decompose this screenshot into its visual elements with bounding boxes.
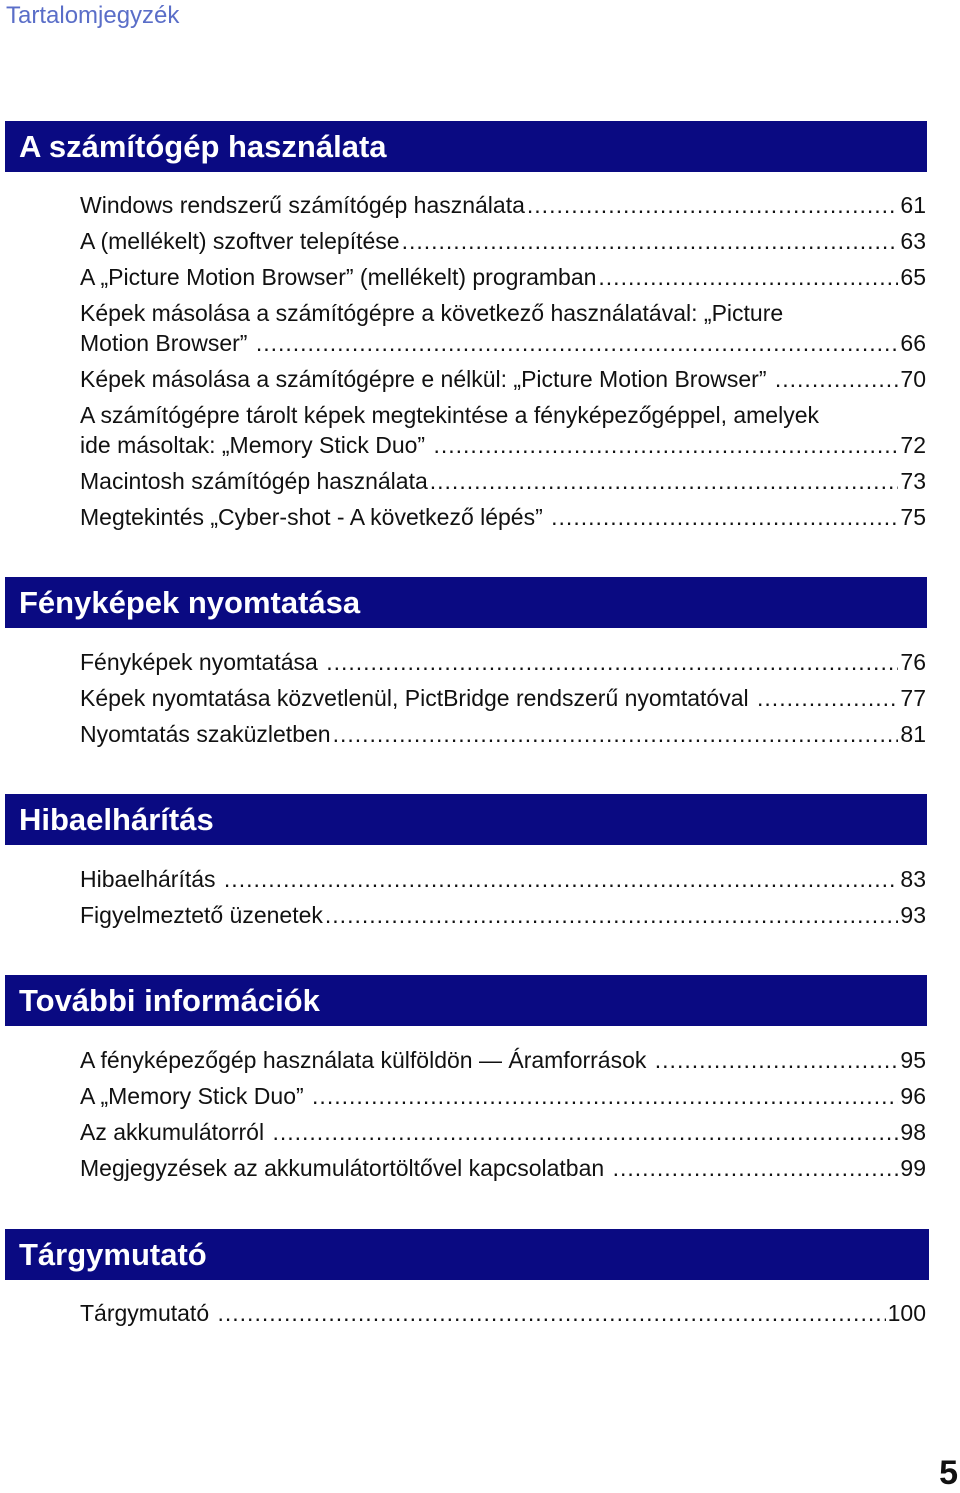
entry-page: 70 (900, 366, 926, 392)
toc-header-link[interactable]: Tartalomjegyzék (6, 2, 180, 29)
entry-page: 95 (900, 1047, 926, 1073)
page-number: 5 (939, 1454, 958, 1492)
entry-title: Képek másolása a számítógépre e nélkül: „Picture Motion Browser” (80, 366, 773, 392)
entry-page: 63 (900, 228, 926, 254)
entry-title: A fényképezőgép használata külföldön — Áramforrások (80, 1047, 653, 1073)
toc-entry-pictbridge[interactable] (80, 683, 926, 713)
entry-page: 66 (900, 330, 926, 356)
leader-dots (527, 190, 899, 220)
entry-title: Macintosh számítógép használata (80, 468, 428, 494)
section-header-computer-use: A számítógép használata (5, 121, 927, 172)
entry-page: 100 (887, 1300, 926, 1326)
leader-dots (655, 1045, 899, 1075)
entry-title: A „Picture Motion Browser” (mellékelt) programban (80, 264, 597, 290)
entry-title: A „Memory Stick Duo” (80, 1083, 311, 1109)
entry-title: A (mellékelt) szoftver telepítése (80, 228, 400, 254)
leader-dots (433, 430, 898, 460)
entry-title: Megtekintés „Cyber-shot - A következő lépés” (80, 504, 550, 530)
entry-page: 98 (900, 1119, 926, 1145)
toc-entry-print-shop[interactable] (80, 719, 926, 749)
section-header-printing: Fényképek nyomtatása (5, 577, 927, 628)
entry-page: 75 (900, 504, 926, 530)
entry-title-line1: A számítógépre tárolt képek megtekintése a fényképezőgéppel, amelyek (80, 402, 819, 428)
entry-page: 93 (900, 902, 926, 928)
leader-dots (430, 466, 899, 496)
leader-dots (613, 1153, 899, 1183)
toc-entry-windows[interactable] (80, 190, 926, 220)
entry-title-line1: Képek másolása a számítógépre a következő használatával: „Picture (80, 300, 784, 326)
entry-page: 76 (900, 649, 926, 675)
entry-title: Windows rendszerű számítógép használata (80, 192, 525, 218)
leader-dots (326, 647, 898, 677)
leader-dots (402, 226, 899, 256)
entry-page: 81 (900, 721, 926, 747)
entry-page: 77 (900, 685, 926, 711)
section-header-troubleshooting: Hibaelhárítás (5, 794, 927, 845)
entry-title: Képek nyomtatása közvetlenül, PictBridge rendszerű nyomtatóval (80, 685, 756, 711)
entry-title: Megjegyzések az akkumulátortöltővel kapcsolatban (80, 1155, 611, 1181)
toc-entry-software-install[interactable] (80, 226, 926, 256)
toc-entry-copy-without-pmb[interactable] (80, 364, 926, 394)
entry-title: Motion Browser” (80, 330, 254, 356)
toc-entry-cybershot-next[interactable] (80, 502, 926, 532)
leader-dots (598, 262, 898, 292)
leader-dots (256, 328, 899, 358)
toc-entry-warnings[interactable] (80, 900, 926, 930)
toc-entry-charger-notes[interactable] (80, 1153, 926, 1183)
toc-entry-copy-with-pmb[interactable] (80, 298, 926, 358)
leader-dots (312, 1081, 898, 1111)
toc-entry-battery[interactable] (80, 1117, 926, 1147)
toc-entry-troubleshooting[interactable] (80, 864, 926, 894)
toc-entry-pmb-program[interactable] (80, 262, 926, 292)
entry-title: ide másoltak: „Memory Stick Duo” (80, 432, 432, 458)
leader-dots (551, 502, 898, 532)
toc-entry-memory-stick[interactable] (80, 1081, 926, 1111)
leader-dots (218, 1298, 886, 1328)
entry-page: 99 (900, 1155, 926, 1181)
leader-dots (272, 1117, 898, 1147)
entry-page: 73 (900, 468, 926, 494)
entry-page: 72 (900, 432, 926, 458)
leader-dots (757, 683, 898, 713)
entry-page: 61 (900, 192, 926, 218)
entry-page: 96 (900, 1083, 926, 1109)
toc-entry-view-on-camera[interactable] (80, 400, 926, 460)
entry-page: 83 (900, 866, 926, 892)
toc-entry-print-photos[interactable] (80, 647, 926, 677)
entry-title: Fényképek nyomtatása (80, 649, 325, 675)
toc-entry-abroad[interactable] (80, 1045, 926, 1075)
section-header-additional-info: További információk (5, 975, 927, 1026)
entry-title: Tárgymutató (80, 1300, 216, 1326)
leader-dots (325, 900, 899, 930)
toc-entry-index[interactable] (80, 1298, 926, 1328)
leader-dots (333, 719, 899, 749)
entry-title: Az akkumulátorról (80, 1119, 271, 1145)
entry-page: 65 (900, 264, 926, 290)
toc-entry-macintosh[interactable] (80, 466, 926, 496)
leader-dots (775, 364, 899, 394)
entry-title: Figyelmeztető üzenetek (80, 902, 323, 928)
entry-title: Hibaelhárítás (80, 866, 222, 892)
section-header-index: Tárgymutató (5, 1229, 929, 1280)
leader-dots (224, 864, 898, 894)
entry-title: Nyomtatás szaküzletben (80, 721, 331, 747)
